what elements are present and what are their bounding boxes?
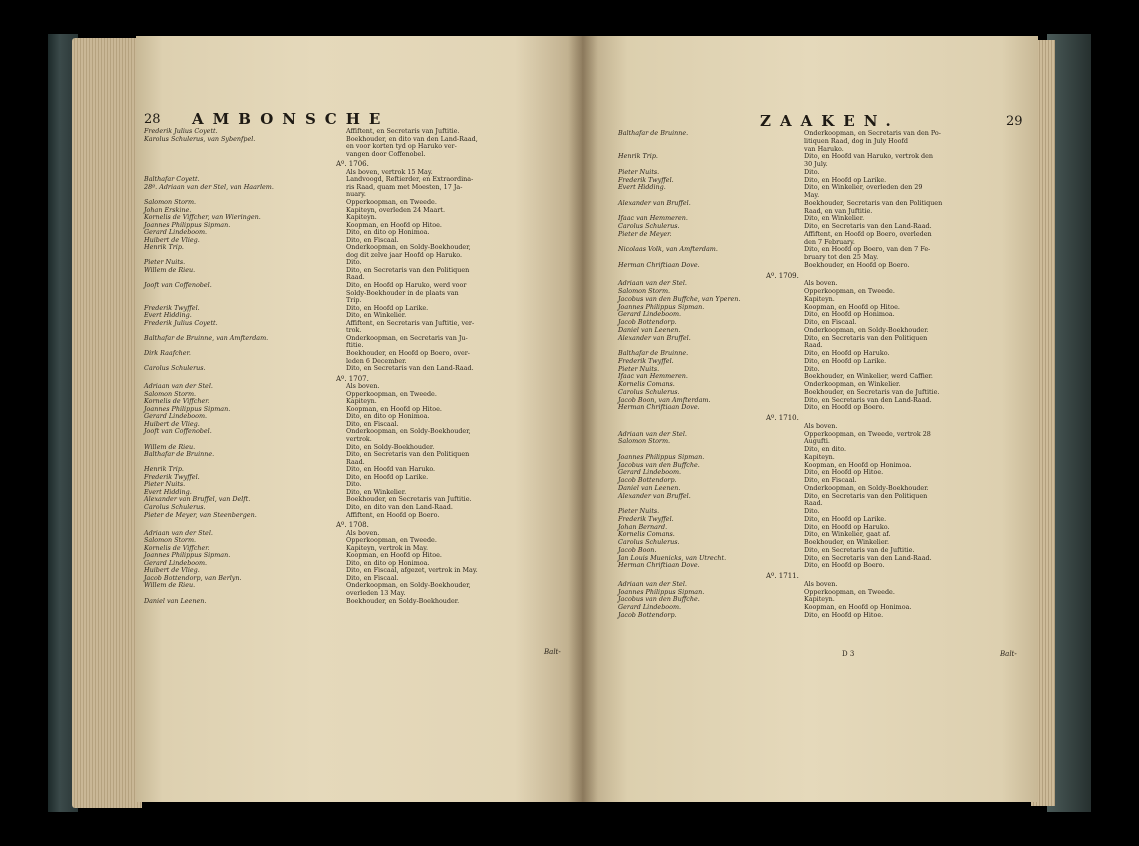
entry-name: Jacob Bottendorp, van Berlyn. — [144, 573, 242, 582]
entry-name: Willem de Rieu. — [144, 581, 196, 590]
entry-name: Gerard Lindeboom. — [144, 228, 208, 237]
entry-name: Jacob Boon, van Amfterdam. — [618, 395, 711, 404]
entry-name: Willem de Rieu. — [144, 442, 196, 451]
entry-name: Pieter Nuits. — [618, 507, 660, 515]
entry-office: ftitie. — [346, 341, 364, 350]
entry-office: Dito. — [804, 364, 820, 373]
entry-office: Opperkoopman, en Tweede. — [804, 587, 895, 596]
entry-office: Dito, en Hoofd op Boero. — [804, 403, 885, 412]
entry-name: Gerard Lindeboom. — [144, 558, 208, 567]
entry-name: Jacob Bottendorp. — [618, 610, 677, 619]
entry-name: Salomon Storm. — [618, 437, 671, 446]
entry-office: Als boven, vertrok 15 May. — [346, 167, 433, 176]
entry-office: Opperkoopman, en Tweede. — [346, 389, 437, 398]
entry-name: Salomon Storm. — [618, 287, 671, 295]
entry-office: Kapiteyn, overleden 24 Maart. — [346, 205, 445, 214]
entry-office: Soldy-Boekhouder in de plaats van — [346, 288, 459, 297]
entry-office: Dito, en Fiscaal. — [346, 573, 399, 582]
entry-office: Kapiteyn. — [804, 595, 835, 604]
left-running-header: AMBONSCHE — [192, 110, 390, 128]
entry-office: Als boven. — [346, 382, 380, 391]
entry-office: Dito. — [804, 507, 820, 515]
entry-office: May. — [804, 191, 820, 199]
entry-office: Boekhouder, en dito van den Land-Raad, — [346, 134, 478, 143]
entry-office: Kapiteyn, vertrok in May. — [346, 543, 429, 552]
entry-office: Dito, en Winkelier. — [346, 311, 407, 320]
entry-name: Jan Louis Muenicks, van Utrecht. — [618, 553, 727, 562]
year-heading: Aº. 1706. — [336, 160, 369, 169]
year-heading: Aº. 1710. — [766, 414, 799, 422]
right-page — [582, 36, 1038, 802]
entry-name: Frederik Julius Coyett. — [144, 318, 218, 327]
entry-name: 28º. Adriaan van der Stel, van Haarlem. — [144, 182, 274, 191]
entry-office: Affiftent, en Hoofd op Boero. — [346, 510, 440, 519]
entry-name: Carolus Schulerus. — [618, 222, 680, 230]
entry-office: Dito, en dito. — [804, 445, 847, 453]
entry-office: van Haruko. — [804, 144, 844, 153]
entry-name: Henrik Trip. — [618, 152, 658, 161]
left-page-edges — [72, 38, 142, 808]
entry-name: Pieter de Meyer. — [618, 229, 672, 238]
entry-office: Landvoogd, Reftierder, en Extraordina- — [346, 175, 474, 184]
entry-office: Opperkoopman, en Tweede. — [346, 197, 437, 206]
entry-office: Dito, en Hoofd op Larike. — [804, 514, 887, 523]
entry-office: Koopman, en Hoofd op Honimoa. — [804, 603, 912, 611]
entry-office: Affiftent, en Secretaris van Juftitie. — [346, 127, 460, 135]
entry-name: Joannes Philippus Sipman. — [618, 302, 705, 311]
year-heading: Aº. 1708. — [336, 521, 369, 530]
entry-name: Henrik Trip. — [144, 465, 184, 474]
entry-name: Huibert de Vlieg. — [144, 419, 200, 428]
entry-name: Johan Bernard. — [618, 522, 668, 531]
entry-name: Alexander van Bruffel, van Delft. — [144, 495, 251, 504]
entry-office: Koopman, en Hoofd op Hitoe. — [346, 404, 442, 413]
entry-name: Gerard Lindeboom. — [618, 310, 682, 319]
entry-office: Dito, en Hoofd op Larike. — [346, 303, 429, 312]
entry-name: Karolus Schulerus, van Sybenfpel. — [144, 134, 256, 143]
entry-office: Boekhouder, en Soldy-Boekhouder. — [346, 596, 460, 605]
entry-office: Dito, en Hoofd op Boero. — [804, 561, 885, 570]
entry-name: Jooft van Coffenobel. — [144, 427, 212, 436]
entry-office: Opperkoopman, en Tweede, vertrok 28 — [804, 429, 931, 438]
entry-name: Adriaan van der Stel. — [618, 279, 687, 288]
entry-office: Dito, en Hoofd op Haruko. — [804, 349, 890, 357]
entry-name: Johan Erskine. — [144, 205, 192, 214]
entry-name: Kornelis de Viffcher, van Wieringen. — [144, 213, 261, 222]
entry-office: Dito, en Secretaris van den Land-Raad. — [804, 395, 932, 404]
entry-office: Onderkoopman, en Soldy-Boekhouder. — [804, 483, 929, 492]
entry-office: Dito, en Secretaris van de Juftitie. — [804, 545, 915, 554]
entry-office: Kapiteyn. — [346, 397, 377, 406]
entry-office: 30 July. — [804, 160, 828, 168]
entry-office: Dito, en Hoofd op Hitoe. — [804, 610, 884, 619]
entry-office: bruary tot den 25 May. — [804, 253, 879, 261]
entry-name: Alexander van Bruffel. — [618, 491, 691, 500]
right-page-number: 29 — [1006, 114, 1023, 129]
entry-office: vangen door Coffenobel. — [346, 149, 426, 158]
entry-name: Evert Hidding. — [144, 487, 192, 496]
entry-office: Boekhouder, en Winkelier, werd Caffier. — [804, 372, 933, 381]
entry-office: Dito. — [346, 258, 362, 267]
entry-name: Carolus Schulerus. — [618, 538, 680, 546]
entry-name: Jacob Bottendorp. — [618, 318, 677, 326]
entry-office: Onderkoopman, en Soldy-Boekhouder, — [346, 427, 471, 436]
right-signature-mark: D 3 — [842, 650, 855, 658]
entry-name: Daniel van Leenen. — [144, 596, 207, 605]
entry-office: Dito, en Fiscaal. — [804, 476, 857, 484]
entry-office: Dito, en Secretaris van den Land-Raad. — [804, 222, 932, 230]
right-catchword: Balt- — [1000, 650, 1017, 658]
entry-name: Henrik Trip. — [144, 243, 184, 252]
entry-office: Dito, en Winkelier. — [346, 487, 407, 496]
entry-office: Affiftent, en Hoofd op Boero, overleden — [804, 229, 932, 238]
entry-office: Dito, en Fiscaal. — [346, 235, 399, 244]
entry-office: Dito, en Winkelier. — [804, 214, 865, 223]
entry-name: Alexander van Bruffel. — [618, 333, 691, 342]
entry-name: Frederik Twyffel. — [618, 356, 674, 365]
entry-name: Daniel van Leenen. — [618, 325, 681, 334]
entry-office: Onderkoopman, en Soldy-Boekhouder, — [346, 581, 471, 590]
entry-name: Jooft van Coffenobel. — [144, 281, 212, 289]
entry-name: Balthafar de Bruinne. — [618, 349, 689, 357]
entry-name: Alexander van Bruffel. — [618, 198, 691, 207]
entry-office: dog dit zelve jaar Hoofd op Haruko. — [346, 250, 463, 259]
entry-office: Onderkoopman, en Winkelier. — [804, 380, 901, 388]
year-heading: Aº. 1709. — [766, 271, 799, 280]
entry-name: Willem de Rieu. — [144, 265, 196, 274]
entry-office: Boekhouder, Secretaris van den Politiquen — [804, 198, 943, 207]
entry-office: Boekhouder, en Secretaris van de Juftitie. — [804, 387, 940, 396]
entry-office: den 7 February. — [804, 237, 855, 246]
entry-name: Kornelis Comans. — [618, 380, 675, 388]
entry-office: Opperkoopman, en Tweede. — [804, 287, 895, 295]
entry-office: Dito, en Hoofd op Larike. — [804, 175, 887, 184]
entry-office: Dito, en Secretaris van den Politiquen — [804, 333, 928, 342]
entry-office: Dito. — [804, 167, 820, 176]
left-catchword: Balt- — [544, 648, 561, 656]
entry-name: Jacobus van den Buffche. — [618, 460, 700, 469]
entry-office: Dito, en Hoofd op Boero, van den 7 Fe- — [804, 245, 931, 254]
entry-office: Dito, en Secretaris van den Politiquen — [804, 491, 928, 500]
entry-name: Evert Hidding. — [618, 183, 666, 192]
entry-office: Boekhouder, en Hoofd op Boero. — [804, 260, 910, 269]
entry-office: Als boven. — [804, 421, 838, 430]
entry-office: trok. — [346, 326, 362, 335]
entry-office: Affiftent, en Secretaris van Juftitie, ver- — [346, 318, 475, 327]
entry-name: Jacob Boon. — [618, 545, 657, 554]
entry-office: Dito, en Hoofd op Hitoe. — [804, 468, 884, 477]
left-page — [136, 36, 582, 802]
open-book — [48, 32, 1091, 814]
entry-office: Raad. — [346, 457, 365, 466]
entry-name: Balthafar de Bruinne. — [618, 129, 689, 137]
entry-office: Raad. — [804, 499, 823, 508]
entry-office: Dito, en Hoofd op Larike. — [804, 356, 887, 365]
entry-office: Als boven. — [804, 279, 838, 288]
entry-name: Frederik Twyffel. — [618, 175, 674, 184]
entry-name: Jacob Bottendorp. — [618, 476, 677, 484]
entry-name: Evert Hidding. — [144, 311, 192, 320]
entry-office: Raad, en van Juftitie. — [804, 206, 873, 215]
entry-office: vertrok. — [346, 435, 372, 443]
entry-office: Augufti. — [804, 437, 830, 446]
entry-office: Kapiteyn. — [346, 213, 377, 222]
entry-office: Koopman, en Hoofd op Hitoe. — [346, 551, 442, 560]
entry-office: Onderkoopman, en Secretaris van den Po- — [804, 129, 941, 137]
entry-name: Balthafar de Bruinne, van Amfterdam. — [144, 333, 269, 342]
book-gutter — [568, 36, 598, 802]
entry-office: Koopman, en Hoofd op Honimoa. — [804, 460, 912, 469]
entry-name: Adriaan van der Stel. — [618, 429, 687, 438]
entry-name: Carolus Schulerus. — [144, 364, 206, 373]
entry-name: Pieter Nuits. — [618, 167, 660, 176]
entry-name: Herman Chriftiaan Dove. — [618, 561, 700, 570]
entry-name: Huibert de Vlieg. — [144, 566, 200, 575]
entry-office: Dito, en Hoofd op Honimoa. — [804, 310, 895, 319]
entry-office: Raad. — [346, 273, 365, 282]
entry-office: leden 6 December. — [346, 356, 407, 365]
entry-name: Joannes Philippus Sipman. — [144, 404, 231, 413]
entry-office: Onderkoopman, en Soldy-Boekhouder, — [346, 243, 471, 252]
entry-office: Dito, en Hoofd van Haruko, vertrok den — [804, 152, 934, 161]
entry-office: Dito, en Secretaris van den Land-Raad. — [804, 553, 932, 562]
entry-name: Jacobus van den Buffche, van Yperen. — [618, 294, 741, 303]
year-heading: Aº. 1711. — [766, 572, 799, 580]
entry-name: Pieter Nuits. — [144, 258, 186, 267]
entry-office: Dito, en dito op Honimoa. — [346, 412, 430, 421]
entry-name: Carolus Schulerus. — [144, 502, 206, 511]
entry-name: Jacobus van den Buffche. — [618, 595, 700, 604]
entry-office: Boekhouder, en Hoofd op Boero, over- — [346, 348, 470, 357]
entry-name: Nicolaas Volk, van Amfterdam. — [618, 245, 718, 254]
entry-office: Koopman, en Hoofd op Hitoe. — [804, 302, 900, 311]
entry-office: Opperkoopman, en Tweede. — [346, 536, 437, 545]
entry-office: Dito. — [346, 480, 362, 489]
entry-office: overleden 13 May. — [346, 589, 406, 597]
left-page-number: 28 — [144, 112, 161, 127]
entry-name: Dirk Raafcher. — [144, 348, 191, 357]
entry-name: Gerard Lindeboom. — [618, 603, 682, 611]
entry-office: Dito, en Winkelier, gaat af. — [804, 530, 891, 539]
entry-office: Dito, en dito op Honimoa. — [346, 558, 430, 567]
entry-name: Salomon Storm. — [144, 536, 197, 545]
entry-office: ris Raad, quam met Moesten, 17 Ja- — [346, 182, 463, 191]
entry-name: Huibert de Vlieg. — [144, 235, 200, 244]
entry-name: Pieter Nuits. — [144, 480, 186, 489]
entry-office: Als boven. — [804, 579, 838, 588]
entry-office: Dito, en Hoofd van Haruko. — [346, 465, 436, 474]
entry-office: Boekhouder, en Winkelier. — [804, 538, 890, 546]
entry-name: Adriaan van der Stel. — [144, 382, 213, 391]
entry-name: Carolus Schulerus. — [618, 387, 680, 396]
entry-office: Kapiteyn. — [804, 294, 835, 303]
entry-office: Dito, en Secretaris van den Politiquen — [346, 265, 470, 274]
entry-name: Adriaan van der Stel. — [144, 528, 213, 537]
entry-name: Joannes Philippus Sipman. — [144, 551, 231, 560]
entry-name: Frederik Julius Coyett. — [144, 127, 218, 135]
entry-name: Kornelis de Viffcher. — [144, 397, 210, 406]
entry-office: Dito, en Fiscaal, afgezet, vertrok in May. — [346, 566, 478, 575]
entry-name: Adriaan van der Stel. — [618, 579, 687, 588]
year-heading: Aº. 1707. — [336, 374, 369, 383]
entry-name: Frederik Twyffel. — [144, 472, 200, 481]
entry-name: Gerard Lindeboom. — [618, 468, 682, 477]
entry-office: Boekhouder, en Secretaris van Juftitie. — [346, 495, 472, 504]
entry-name: Salomon Storm. — [144, 197, 197, 206]
entry-office: Dito, en Hoofd op Haruko, werd voor — [346, 281, 467, 289]
entry-name: Kornelis Comans. — [618, 530, 675, 539]
entry-office: en voor korten tyd op Haruko ver- — [346, 142, 457, 151]
entry-name: Herman Chriftiaan Dove. — [618, 403, 700, 412]
entry-office: Dito, en dito op Honimoa. — [346, 228, 430, 237]
entry-office: litiquen Raad, dog in July Hoofd — [804, 136, 908, 145]
entry-name: Balthafar Coyett. — [144, 175, 200, 184]
right-running-header: ZAAKEN. — [760, 112, 900, 130]
entry-office: Als boven. — [346, 528, 380, 537]
entry-office: Dito, en Fiscaal. — [346, 419, 399, 428]
entry-name: Pieter de Meyer, van Steenbergen. — [144, 510, 257, 519]
entry-name: Joannes Philippus Sipman. — [618, 452, 705, 461]
entry-office: Dito, en Hoofd op Haruko. — [804, 522, 890, 531]
entry-office: Dito, en dito van den Land-Raad. — [346, 502, 453, 511]
entry-office: Onderkoopman, en Secretaris van Ju- — [346, 333, 468, 342]
entry-office: Onderkoopman, en Soldy-Boekhouder. — [804, 325, 929, 334]
entry-name: Frederik Twyffel. — [144, 303, 200, 312]
entry-name: Herman Chriftiaan Dove. — [618, 260, 700, 269]
entry-office: nuary. — [346, 190, 366, 199]
entry-office: Trip. — [346, 296, 362, 305]
entry-office: Dito, en Secretaris van den Land-Raad. — [346, 364, 474, 373]
entry-name: Daniel van Leenen. — [618, 483, 681, 492]
entry-name: Joannes Philippus Sipman. — [144, 220, 231, 229]
entry-name: Salomon Storm. — [144, 389, 197, 398]
entry-office: Dito, en Fiscaal. — [804, 318, 857, 326]
entry-office: Dito, en Soldy-Boekhouder. — [346, 442, 435, 451]
entry-name: Ifaac van Hemmeren. — [618, 372, 688, 381]
entry-office: Dito, en Winkelier, overleden den 29 — [804, 183, 923, 192]
entry-office: Kapiteyn. — [804, 452, 835, 461]
entry-name: Balthafar de Bruinne. — [144, 450, 215, 459]
entry-name: Pieter Nuits. — [618, 364, 660, 373]
entry-name: Joannes Philippus Sipman. — [618, 587, 705, 596]
entry-office: Dito, en Hoofd op Larike. — [346, 472, 429, 481]
entry-name: Ifaac van Hemmeren. — [618, 214, 688, 223]
entry-name: Gerard Lindeboom. — [144, 412, 208, 421]
entry-office: Raad. — [804, 341, 823, 350]
entry-name: Kornelis de Viffcher. — [144, 543, 210, 552]
entry-name: Frederik Twyffel. — [618, 514, 674, 523]
entry-office: Dito, en Secretaris van den Politiquen — [346, 450, 470, 459]
entry-office: Koopman, en Hoofd op Hitoe. — [346, 220, 442, 229]
